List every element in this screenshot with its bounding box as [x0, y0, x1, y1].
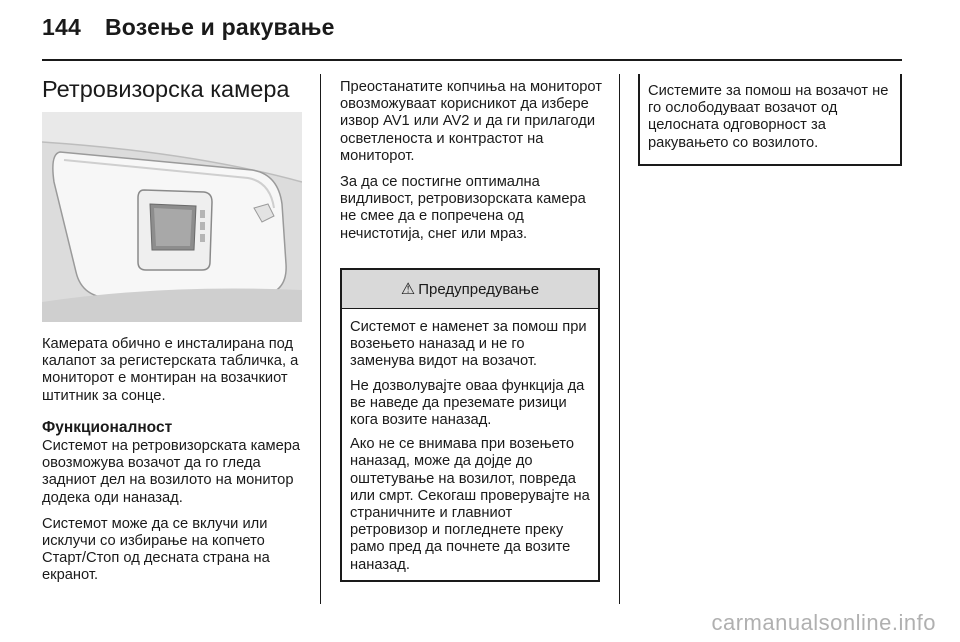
note-text: Системите за помош на возачот не го ослободуваат возачот од целосната одговорност за ракувањето со возилото. [648, 83, 889, 151]
warning-header [342, 268, 598, 308]
watermark: carmanualsonline.info [711, 610, 936, 635]
functionality-heading: Функционалност [42, 418, 173, 436]
sun-visor-monitor-illustration [42, 112, 302, 322]
warning-box [340, 268, 600, 582]
chapter-title: Возење и ракување [104, 14, 335, 40]
header-rule [42, 59, 902, 61]
intro-paragraph: Камерата обично е инсталирана под калапот за регистерската табличка, а мониторот е монтиран на возачкиот штитник за сонце. [42, 336, 299, 404]
note-box [638, 74, 902, 166]
functionality-paragraph-1: Системот на ретровизорската камера овозможува возачот да го гледа задниот дел на возилото на монитор додека оди наназад. [42, 438, 301, 506]
warning-paragraph-1: Системот е наменет за помош при возењето наназад и не го заменува видот на возачот. [350, 319, 587, 370]
monitor-buttons-paragraph: Преостанатите копчиња на мониторот овозможуваат корисникот да избере извор AV1 или AV2 и да ги прилагоди осветленоста и контрастот на мониторот. [340, 79, 603, 164]
column-divider-2 [619, 74, 620, 604]
page-header [42, 14, 335, 41]
column-middle [340, 79, 602, 252]
warning-paragraph-2: Не дозволувајте оваа функција да ве наведе да преземате ризици кога возите наназад. [350, 377, 585, 429]
warning-paragraph-3: Ако не се внимава при возењето наназад, може да дојде до оштетување на возилот, повреда или смрт. Секогаш проверувајте на страничните и главниот ретровизор и погледнете преку рамо пред да почнете да возите наназад. [350, 436, 590, 573]
section-title: Ретровизорска камера [42, 76, 290, 102]
functionality-paragraph-2: Системот може да се вклучи или исклучи со избирање на копчето Старт/Стоп од десната страна на екранот. [42, 515, 270, 584]
warning-body [342, 308, 598, 574]
column-divider-1 [320, 74, 321, 604]
column-left [42, 336, 304, 594]
warning-title: Предупредување [418, 280, 540, 298]
page-number: 144 [42, 14, 81, 40]
visibility-paragraph: За да се постигне оптимална видливост, ретровизорската камера не смее да е попречена од нечистотија, снег или мраз. [340, 174, 586, 242]
warning-triangle-icon: ⚠ [400, 281, 416, 298]
